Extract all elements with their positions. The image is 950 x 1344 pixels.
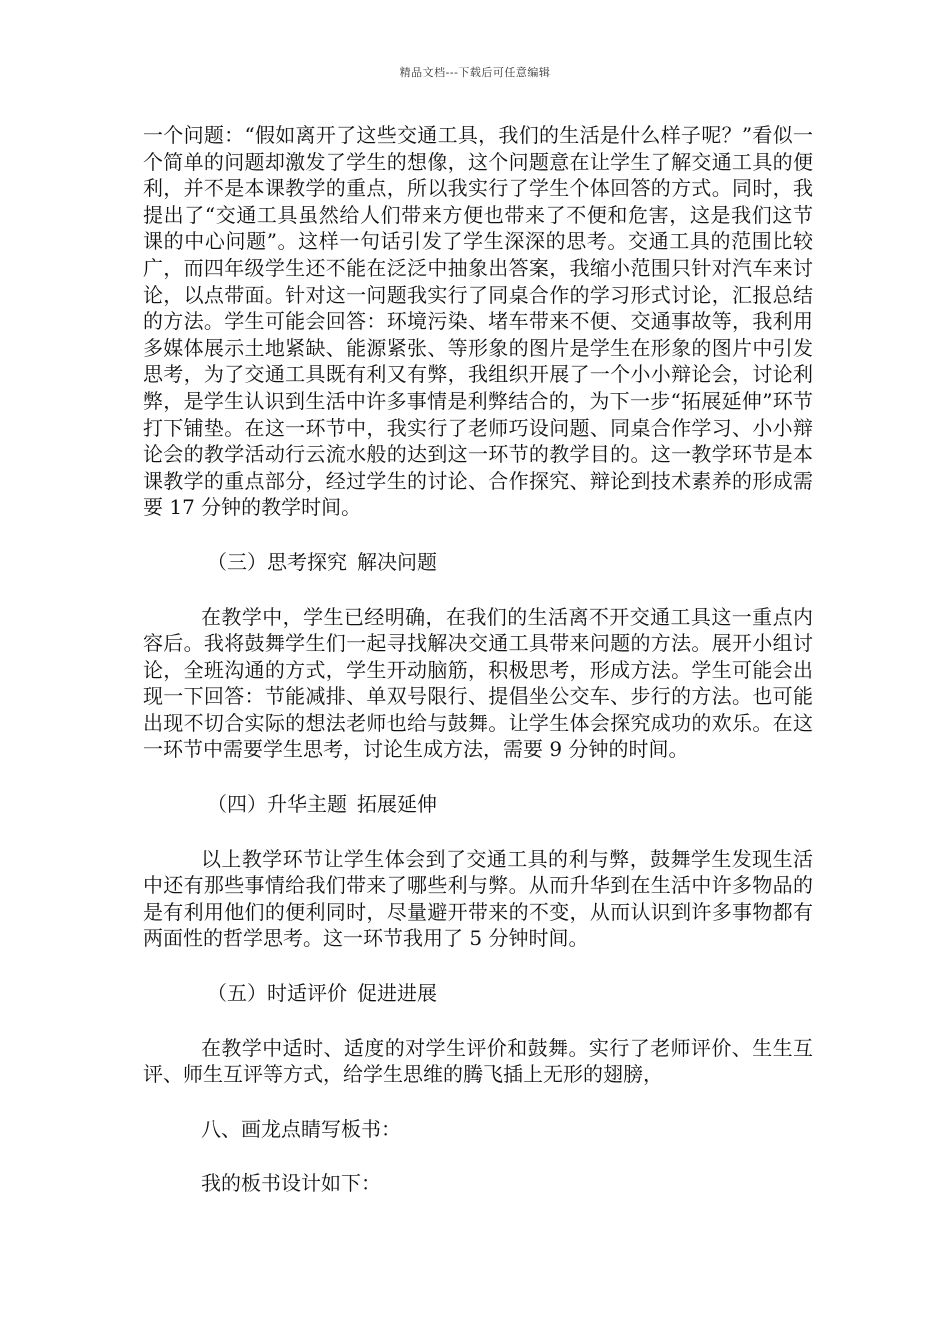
section-heading-4-title: 拓展延伸	[357, 792, 437, 817]
section-heading-5	[143, 980, 813, 1007]
document-body	[143, 122, 813, 1197]
paragraph-discussion: 一个问题：“假如离开了这些交通工具，我们的生活是什么样子呢？”看似一个简单的问题却激发了学生的想像，这个问题意在让学生了解交通工具的便利，并不是本课教学的重点，所以我实行了学生个体回答的方式。同时，我提出了“交通工具虽然给人们带来方便也带来了不便和危害，这是我们这节课的中心问题”。这样一句话引发了学生深深的思考。交通工具的范围比较广，而四年级学生还不能在泛泛中抽象出答案，我缩小范围只针对汽车来讨论，以点带面。针对这一问题我实行了同桌合作的学习形式讨论，汇报总结的方法。学生可能会回答：环境污染、堵车带来不便、交通事故等，我利用多媒体展示土地紧缺、能源紧张、等形象的图片是学生在形象的图片中引发思考，为了交通工具既有利又有弊，我组织开展了一个小小辩论会，讨论利弊，是学生认识到生活中许多事情是利弊结合的，为下一步“拓展延伸”环节打下铺垫。在这一环节中，我实行了老师巧设问题、同桌合作学习、小小辩论会的教学活动行云流水般的达到这一环节的教学目的。这一教学环节是本课教学的重点部分，经过学生的讨论、合作探究、辩论到技术素养的形成需要 17 分钟的教学时间。	[143, 123, 813, 520]
section-heading-4	[143, 791, 813, 818]
section-heading-5-number: （五）时适评价	[207, 981, 347, 1006]
section-heading-3	[143, 549, 813, 576]
paragraph-board-design: 我的板书设计如下：	[201, 1171, 381, 1196]
paragraph-extend: 以上教学环节让学生体会到了交通工具的利与弊，鼓舞学生发现生活中还有那些事情给我们带来了哪些利与弊。从而升华到在生活中许多物品的是有利用他们的便利同时，尽量避开带来的不变，从而认识到许多事物都有两面性的哲学思考。这一环节我用了 5 分钟时间。	[143, 846, 813, 951]
paragraph-evaluate: 在教学中适时、适度的对学生评价和鼓舞。实行了老师评价、生生互评、师生互评等方式，给学生思维的腾飞插上无形的翅膀，	[143, 1035, 813, 1087]
section-heading-5-title: 促进进展	[357, 981, 437, 1006]
section-heading-3-title: 解决问题	[357, 549, 437, 574]
page-header: 精品文档---下载后可任意编辑	[399, 66, 551, 79]
section-heading-4-number: （四）升华主题	[207, 792, 347, 817]
section-heading-8: 八、画龙点睛写板书：	[201, 1116, 401, 1141]
paragraph-explore: 在教学中，学生已经明确，在我们的生活离不开交通工具这一重点内容后。我将鼓舞学生们一起寻找解决交通工具带来问题的方法。展开小组讨论，全班沟通的方式，学生开动脑筋，积极思考，形成方法。学生可能会出现一下回答：节能减排、单双号限行、提倡坐公交车、步行的方法。也可能出现不切合实际的想法老师也给与鼓舞。让学生体会探究成功的欢乐。在这一环节中需要学生思考，讨论生成方法，需要 9 分钟的时间。	[143, 604, 813, 762]
section-heading-3-number: （三）思考探究	[207, 549, 347, 574]
